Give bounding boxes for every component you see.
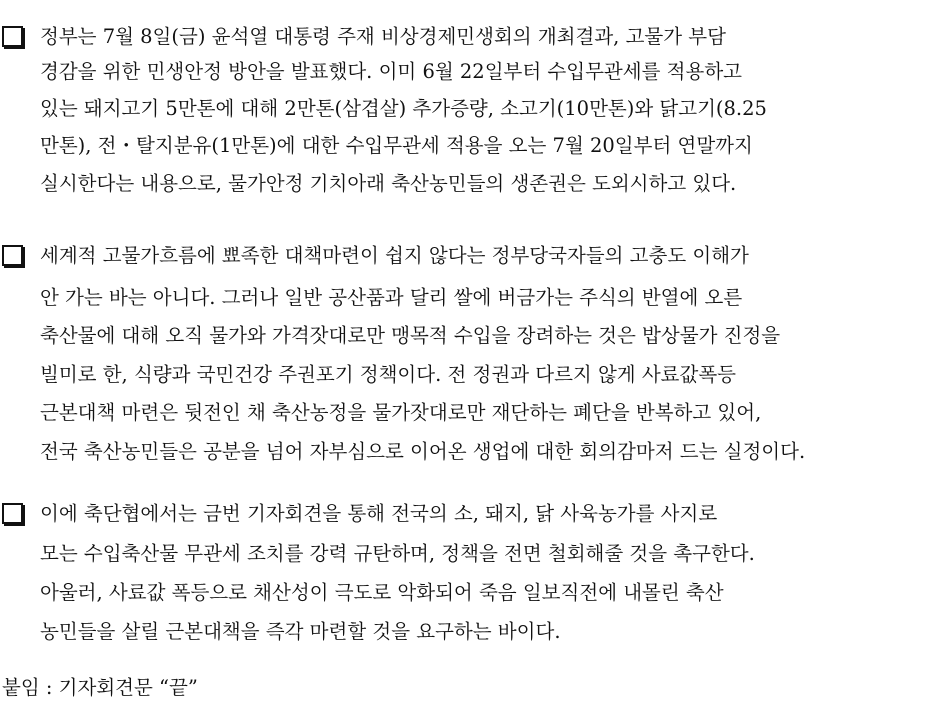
paragraph-1-line-3: 있는 돼지고기 5만톤에 대해 2만톤(삼겹살) 추가증량, 소고기(10만톤)와 닭고기(8.25 [40,97,767,120]
paragraph-2-line-4: 빌미로 한, 식량과 국민건강 주권포기 정책이다. 전 정권과 다르지 않게 사료값폭등 [40,363,737,386]
paragraph-2-line-1: 세계적 고물가흐름에 뾰족한 대책마련이 쉽지 않다는 정부당국자들의 고충도 이해가 [40,244,749,267]
paragraph-1-line-2: 경감을 위한 민생안정 방안을 발표했다. 이미 6월 22일부터 수입무관세를 적용하고 [40,60,742,83]
paragraph-2-line-3: 축산물에 대해 오직 물가와 가격잣대로만 맹목적 수입을 장려하는 것은 밥상물가 진정을 [40,324,781,347]
paragraph-3-line-4: 농민들을 살릴 근본대책을 즉각 마련할 것을 요구하는 바이다. [40,620,561,643]
paragraph-1-line-5: 실시한다는 내용으로, 물가안정 기치아래 축산농민들의 생존권은 도외시하고 있다. [40,172,737,195]
paragraph-2-line-2: 안 가는 바는 아니다. 그러나 일반 공산품과 달리 쌀에 버금가는 주식의 반열에 오른 [40,286,743,309]
paragraph-2-line-6: 전국 축산농민들은 공분을 넘어 자부심으로 이어온 생업에 대한 회의감마저 드는 실정이다. [40,440,806,463]
paragraph-3-line-1: 이에 축단협에서는 금번 기자회견을 통해 전국의 소, 돼지, 닭 사육농가를 사지로 [40,502,718,525]
paragraph-3-line-3: 아울러, 사료값 폭등으로 채산성이 극도로 악화되어 죽음 일보직전에 내몰린 축산 [40,581,724,604]
paragraph-3-line-2: 모는 수입축산물 무관세 조치를 강력 규탄하며, 정책을 전면 철회해줄 것을 촉구한다. [40,542,755,565]
paragraph-2-line-5: 근본대책 마련은 뒷전인 채 축산농정을 물가잣대로만 재단하는 폐단을 반복하고 있어, [40,401,762,424]
checkbox-icon [2,26,23,47]
attachment-note: 붙임 : 기자회견문 “끝” [2,676,198,699]
checkbox-icon [2,245,23,266]
paragraph-1-line-4: 만톤), 전・탈지분유(1만톤)에 대한 수입무관세 적용을 오는 7월 20일부터 연말까지 [40,134,753,157]
paragraph-1-line-1: 정부는 7월 8일(금) 윤석열 대통령 주재 비상경제민생회의 개최결과, 고물가 부담 [40,25,726,48]
checkbox-icon [2,503,23,524]
